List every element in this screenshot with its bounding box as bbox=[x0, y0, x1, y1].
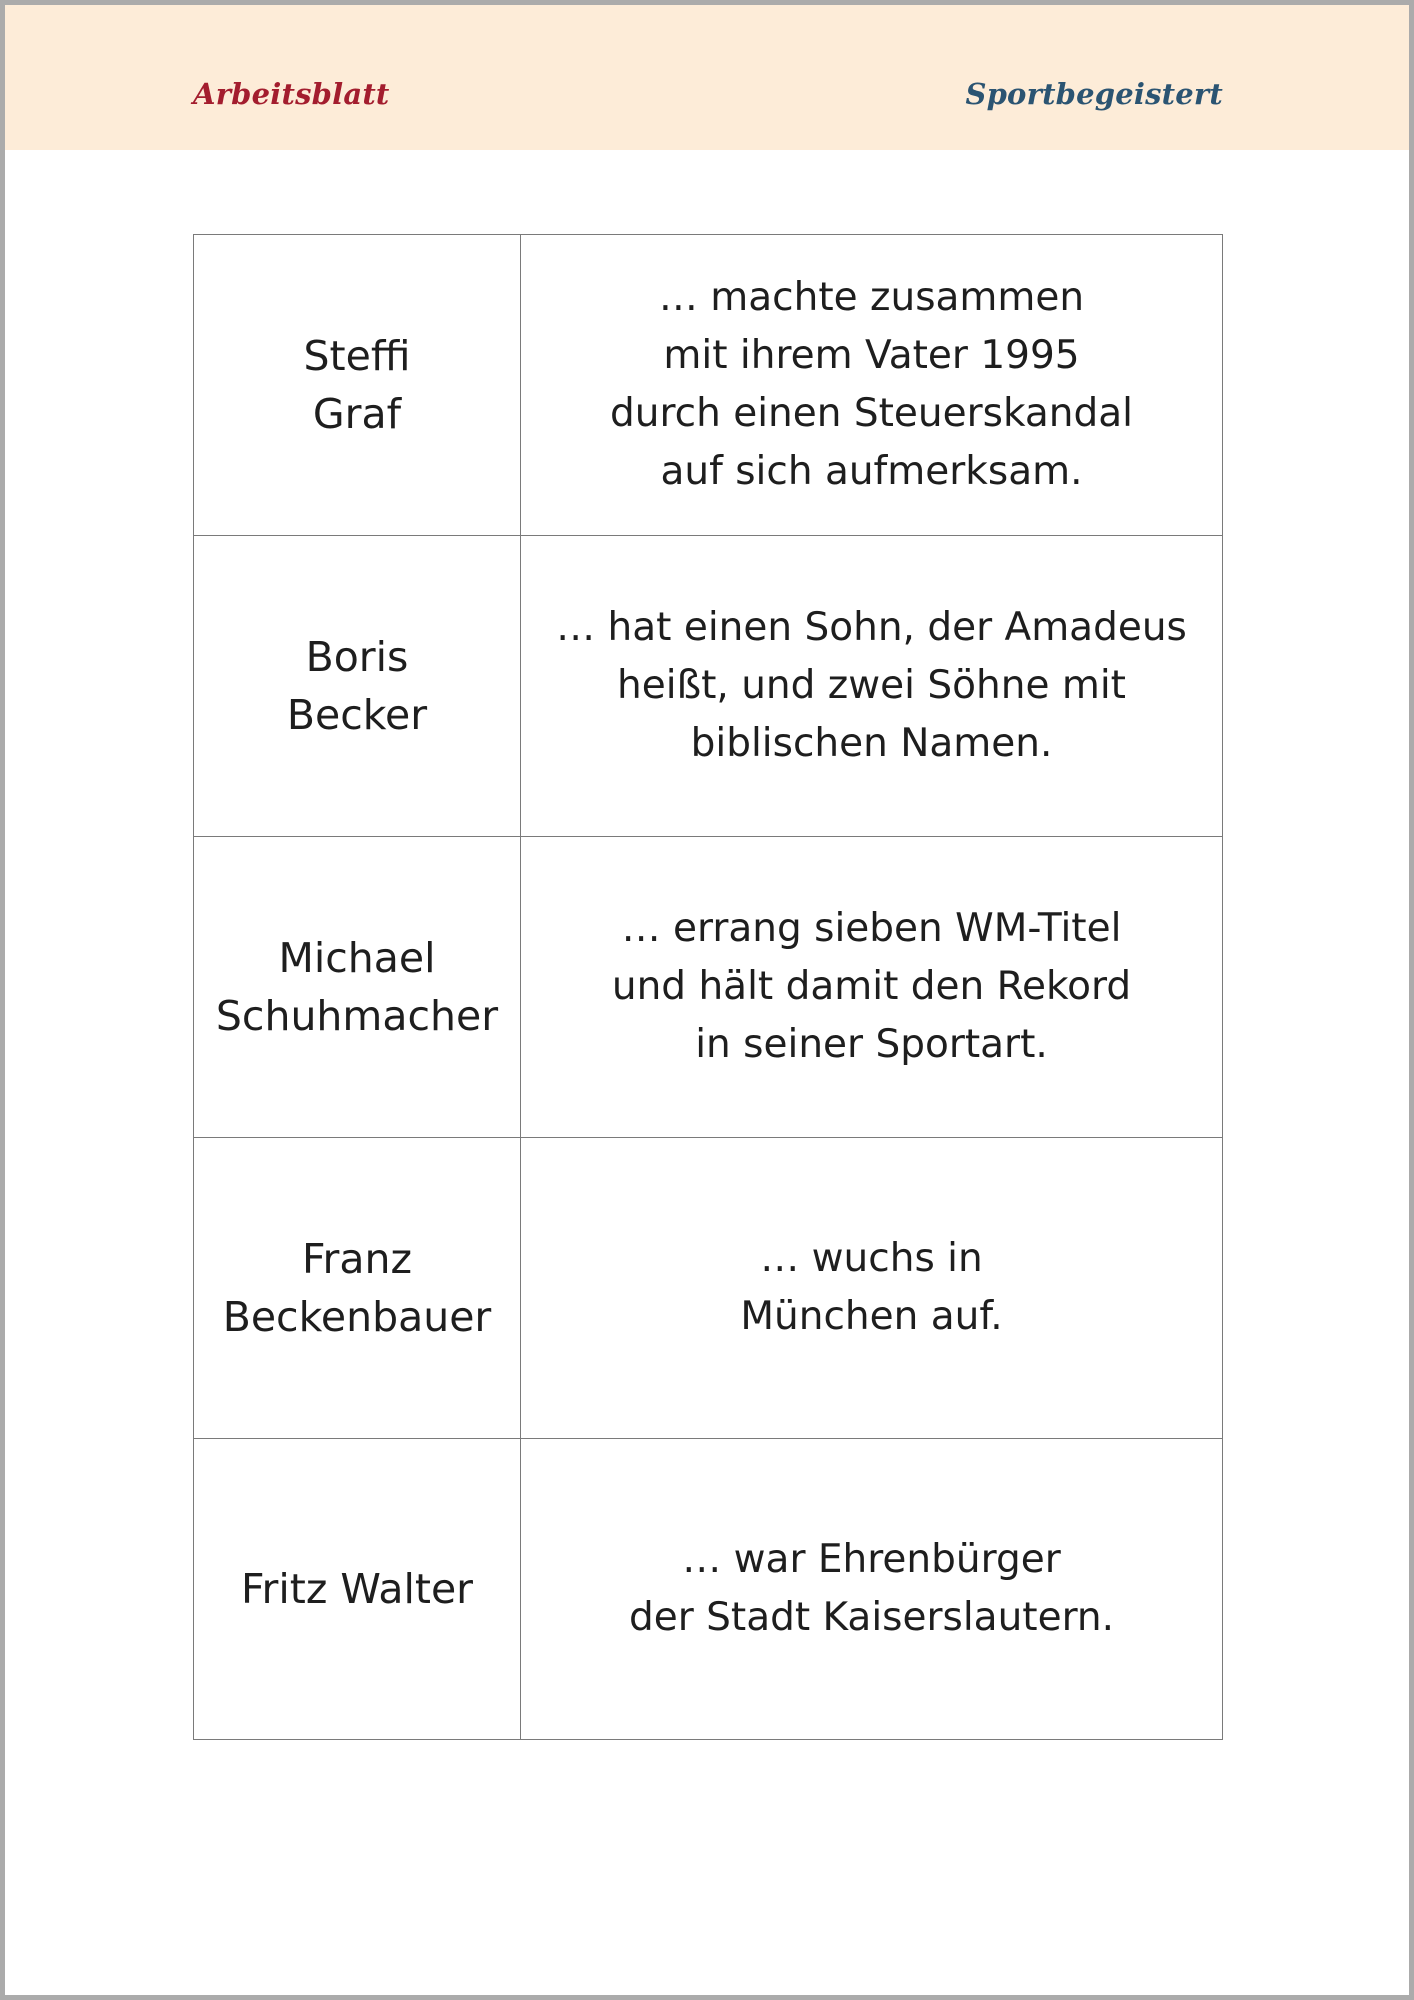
athlete-name-cell: Fritz Walter bbox=[194, 1439, 521, 1740]
table-row bbox=[194, 1138, 1223, 1439]
matching-table bbox=[193, 234, 1223, 1740]
topic-label: Sportbegeistert bbox=[965, 77, 1223, 111]
table-row bbox=[194, 1439, 1223, 1740]
athlete-fact-cell: … war Ehrenbürger der Stadt Kaiserslautern. bbox=[521, 1439, 1223, 1740]
worksheet-label: Arbeitsblatt bbox=[193, 77, 390, 111]
athlete-fact-cell: … wuchs in München auf. bbox=[521, 1138, 1223, 1439]
athlete-name-cell: Franz Beckenbauer bbox=[194, 1138, 521, 1439]
header-band bbox=[5, 5, 1409, 150]
table-row bbox=[194, 235, 1223, 536]
table-row bbox=[194, 536, 1223, 837]
athlete-fact-cell: … hat einen Sohn, der Amadeus heißt, und zwei Söhne mit biblischen Namen. bbox=[521, 536, 1223, 837]
athlete-name-cell: Michael Schuhmacher bbox=[194, 837, 521, 1138]
table-row bbox=[194, 837, 1223, 1138]
athlete-name-cell: Steffi Graf bbox=[194, 235, 521, 536]
athlete-fact-cell: … machte zusammen mit ihrem Vater 1995 durch einen Steuerskandal auf sich aufmerksam. bbox=[521, 235, 1223, 536]
athlete-fact-cell: … errang sieben WM-Titel und hält damit den Rekord in seiner Sportart. bbox=[521, 837, 1223, 1138]
athlete-name-cell: Boris Becker bbox=[194, 536, 521, 837]
